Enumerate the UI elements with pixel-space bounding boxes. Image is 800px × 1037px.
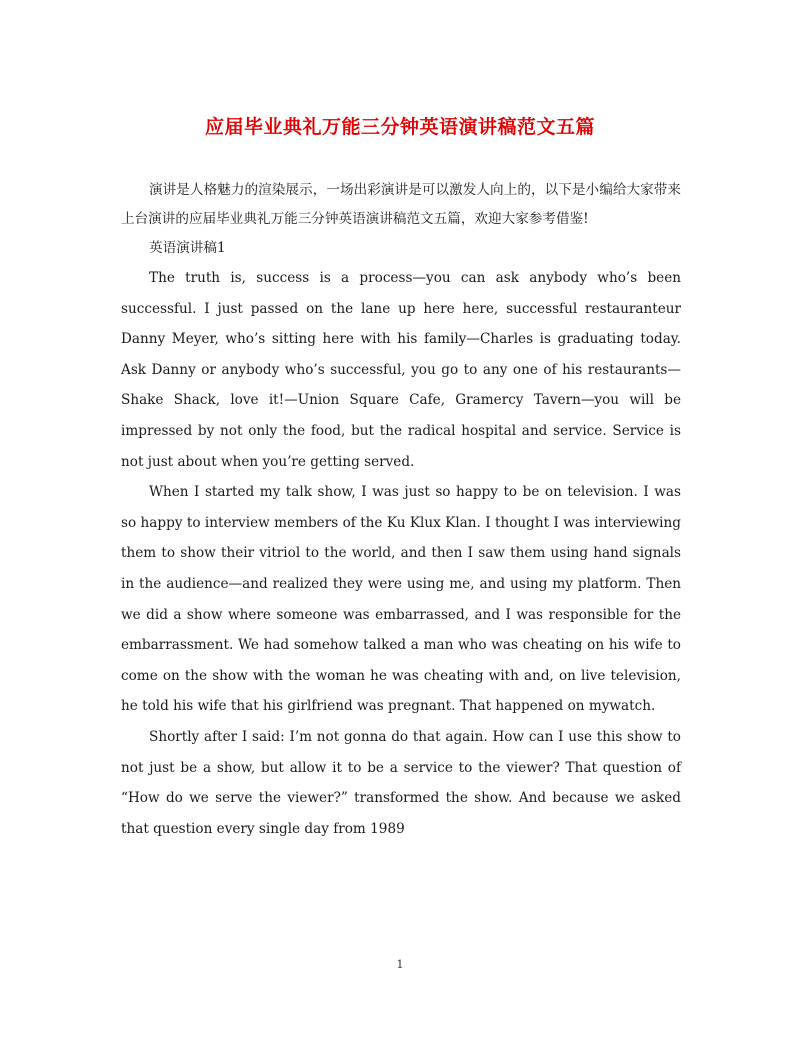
- document-body: [121, 176, 681, 844]
- body-paragraph: The truth is, success is a process—you can ask anybody who’s been successful. I just passed on the lane up here here, successful restauranteur Danny Meyer, who’s sitting here with his family—Charles is graduating today. Ask Danny or anybody who’s successful, you go to any one of his restaurants—Shake Shack, love it!—Union Square Cafe, Gramercy Tavern—you will be impressed by not only the food, but the radical hospital and service. Service is not just about when you’re getting served.: [121, 270, 681, 470]
- page-number: 1: [396, 958, 404, 971]
- body-paragraph: Shortly after I said: I’m not gonna do that again. How can I use this show to not just be a show, but allow it to be a service to the viewer? That question of “How do we serve the viewer?” transformed the show. And because we asked that question every single day from 1989: [121, 728, 681, 837]
- intro-paragraph: 演讲是人格魅力的渲染展示，一场出彩演讲是可以激发人向上的，以下是小编给大家带来上台演讲的应届毕业典礼万能三分钟英语演讲稿范文五篇，欢迎大家参考借鉴!: [121, 182, 681, 227]
- body-paragraph: When I started my talk show, I was just so happy to be on television. I was so happy to interview members of the Ku Klux Klan. I thought I was interviewing them to show their vitriol to the world, and then I saw them using hand signals in the audience—and realized they were using me, and using my platform. Then we did a show where someone was embarrassed, and I was responsible for the embarrassment. We had somehow talked a man who was cheating on his wife to come on the show with the woman he was cheating with and, on live television, he told his wife that his girlfriend was pregnant. That happened on mywatch.: [121, 484, 681, 715]
- document-title: 应届毕业典礼万能三分钟英语演讲稿范文五篇: [204, 116, 595, 138]
- section-heading: 英语演讲稿1: [149, 240, 226, 256]
